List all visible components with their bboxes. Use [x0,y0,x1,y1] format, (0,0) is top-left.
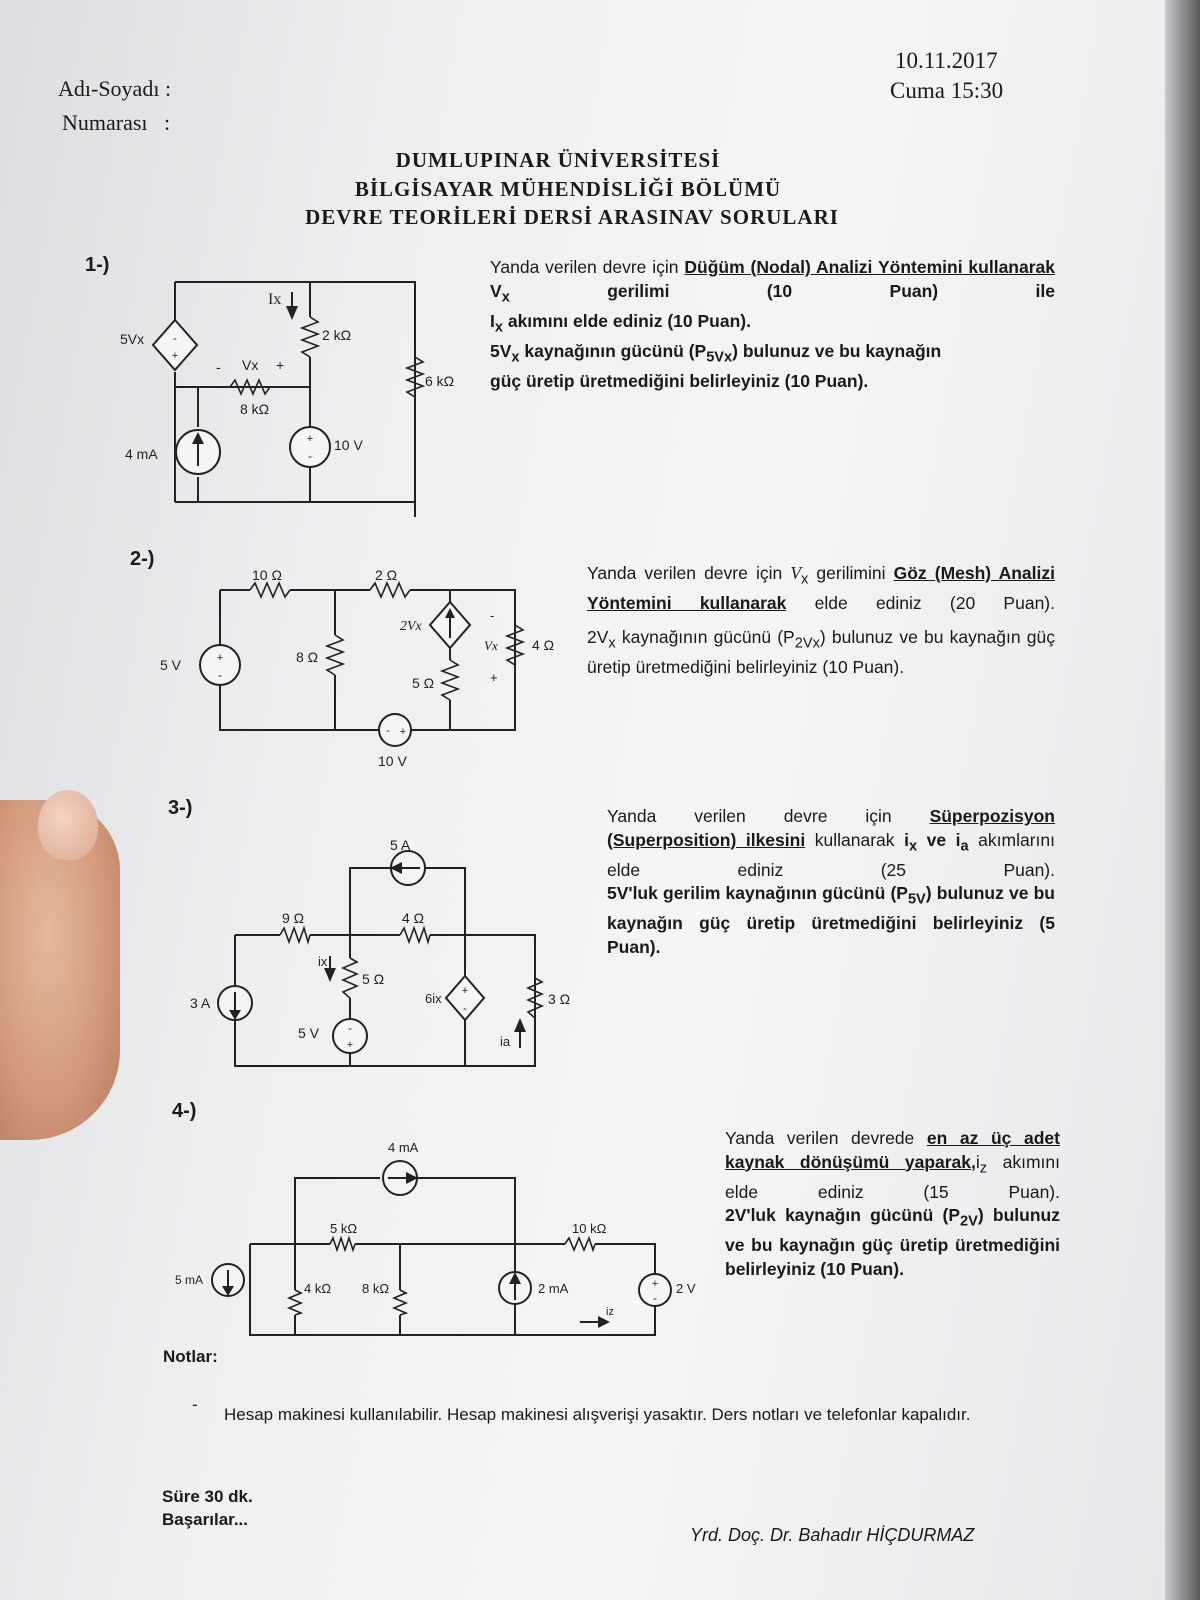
resistor-9 [280,928,310,942]
exam-duration: Süre 30 dk. [162,1487,253,1506]
label-5a: 5 A [390,838,411,853]
circuit-4 [160,1140,720,1340]
label-10k: 10 kΩ [572,1221,607,1236]
label-vx: Vx [242,357,259,373]
question-1-text: Yanda verilen devre için Düğüm (Nodal) Analizi Yöntemini kullanarak $V_x$ gerilimi (10 Puan) ile $I_x$ akımını elde ediniz (10 Puan). $5V_x$ kaynağının gücünü $(P_{5Vx})$ bulunuz ve bu kaynağın güç üretip üretmediğini belirleyiniz (10 Puan). [490,257,1056,391]
resistor-4 [400,928,430,942]
resistor-10k [565,1238,595,1250]
question-1-number: 1-) [85,254,110,276]
university-title: DUMLUPINAR ÜNİVERSİTESİ [395,148,721,172]
resistor-5k [330,1238,355,1250]
ia-arrow-icon [514,1018,526,1032]
thumbnail-nail [38,790,98,860]
question-4-number: 4-) [172,1100,197,1122]
svg-text:-: - [653,1291,657,1305]
dep-voltage-source-5vx [153,320,197,370]
resistor-4k [289,1290,301,1315]
label-5ma: 5 mA [175,1273,204,1287]
department-title: BİLGİSAYAR MÜHENDİSLİĞİ BÖLÜMÜ [354,177,782,201]
label-vx: Vx [484,638,498,653]
svg-text:+: + [306,433,314,445]
svg-text:-: - [386,725,390,737]
label-ix: ix [318,954,328,969]
svg-text:+: + [399,726,407,738]
notes-title: Notlar: [163,1347,218,1366]
label-4k: 4 kΩ [304,1281,332,1296]
label-2vx: 2Vx [400,619,422,634]
label-4ma: 4 mA [125,446,158,462]
resistor-5 [442,660,458,700]
circuit-1 [120,262,480,517]
label-vx-minus: - [490,608,495,623]
svg-text:-: - [463,1001,467,1015]
svg-text:+: + [171,350,179,362]
svg-text:+: + [346,1039,354,1051]
ix-arrow-icon [286,306,298,320]
name-label: Adı-Soyadı : [58,76,172,101]
label-2k: 2 kΩ [322,327,352,343]
label-6ix: 6ix [425,991,442,1006]
question-2-number: 2-) [130,548,155,570]
question-2-text: Yanda verilen devre için $V_x$ gerilimini Göz (Mesh) Analizi Yöntemini kullanarak elde ediniz (20 Puan). $2V_x$ kaynağının gücünü $(P_{2Vx})$ bulunuz ve bu kaynağın güç üretip üretmediğini belirleyiniz (10 Puan). [587,563,1055,677]
question-3-text: Yanda verilen devre için Süperpozisyon (Superposition) ilkesini kullanarak $i_x$ ve $i_a$ akımlarını elde ediniz (25 Puan). 5V'luk gerilim kaynağının gücünü $(P_{5V})$ bulunuz ve bu kaynağın güç üretip üretmediğini belirleyiniz (5 Puan). [607,806,1055,957]
resistor-5 [343,958,357,998]
svg-text:-: - [173,333,177,345]
resistor-10 [250,583,290,597]
ix-arrow-icon [324,968,336,982]
label-5v: 5 V [298,1025,320,1041]
svg-text:+: + [461,985,469,997]
label-4-ohm: 4 Ω [402,910,425,926]
question-4-text: Yanda verilen devrede en az üç adet kaynak dönüşümü $yaparak,i_z$ akımını elde ediniz (15 Puan). 2V'luk kaynağın gücünü $(P_{2V})$ bulunuz ve bu kaynağın güç üretip üretmediğini belirleyiniz (10 Puan). [725,1128,1060,1279]
background-edge [1165,0,1200,1600]
label-10v: 10 V [378,753,407,769]
label-9-ohm: 9 Ω [282,910,305,926]
label-vx-plus: + [276,357,285,373]
circuit-3 [180,838,600,1078]
instructor-name: Yrd. Doç. Dr. Bahadır HİÇDURMAZ [690,1525,975,1545]
svg-text:+: + [216,652,224,664]
notes-text: Hesap makinesi kullanılabilir. Hesap makinesi alışverişi yasaktır. Ders notları ve telefonlar kapalıdır. [224,1405,971,1424]
notes-dash: - [192,1395,198,1414]
label-5vx: 5Vx [120,331,145,347]
label-10v: 10 V [334,437,363,453]
label-2-ohm: 2 Ω [375,570,398,583]
resistor-2k [302,317,318,357]
good-luck-text: Başarılar... [162,1510,249,1529]
resistor-8 [327,635,343,675]
exam-day-time: Cuma 15:30 [890,78,1004,103]
label-vx-minus: - [216,359,221,375]
svg-text:-: - [218,668,222,682]
label-iz: iz [606,1306,614,1318]
label-4ma: 4 mA [388,1140,419,1155]
label-vx-plus: + [490,670,498,685]
label-8k: 8 kΩ [362,1281,390,1296]
circuit-2 [150,570,570,780]
label-3a: 3 A [190,995,211,1011]
label-2v: 2 V [676,1281,696,1296]
label-4-ohm: 4 Ω [532,637,555,653]
svg-text:-: - [308,449,312,463]
svg-text:-: - [348,1021,352,1035]
resistor-2 [370,583,410,597]
label-2ma: 2 mA [538,1281,569,1296]
question-3-number: 3-) [168,797,193,819]
label-6k: 6 kΩ [425,373,455,389]
label-5k: 5 kΩ [330,1221,358,1236]
exam-date: 10.11.2017 [895,48,998,73]
resistor-8k [394,1290,406,1315]
label-10-ohm: 10 Ω [252,570,282,583]
label-ix: Ix [268,291,282,308]
label-3-ohm: 3 Ω [548,991,571,1007]
label-5v: 5 V [160,657,182,673]
label-ia: ia [500,1034,511,1049]
number-label: Numarası : [62,110,171,135]
label-8k: 8 kΩ [240,401,270,417]
label-8-ohm: 8 Ω [296,649,319,665]
label-5-ohm: 5 Ω [412,675,435,691]
exam-title: DEVRE TEORİLERİ DERSİ ARASINAV SORULARI [305,205,839,229]
svg-text:+: + [651,1278,659,1290]
label-5-ohm: 5 Ω [362,971,385,987]
